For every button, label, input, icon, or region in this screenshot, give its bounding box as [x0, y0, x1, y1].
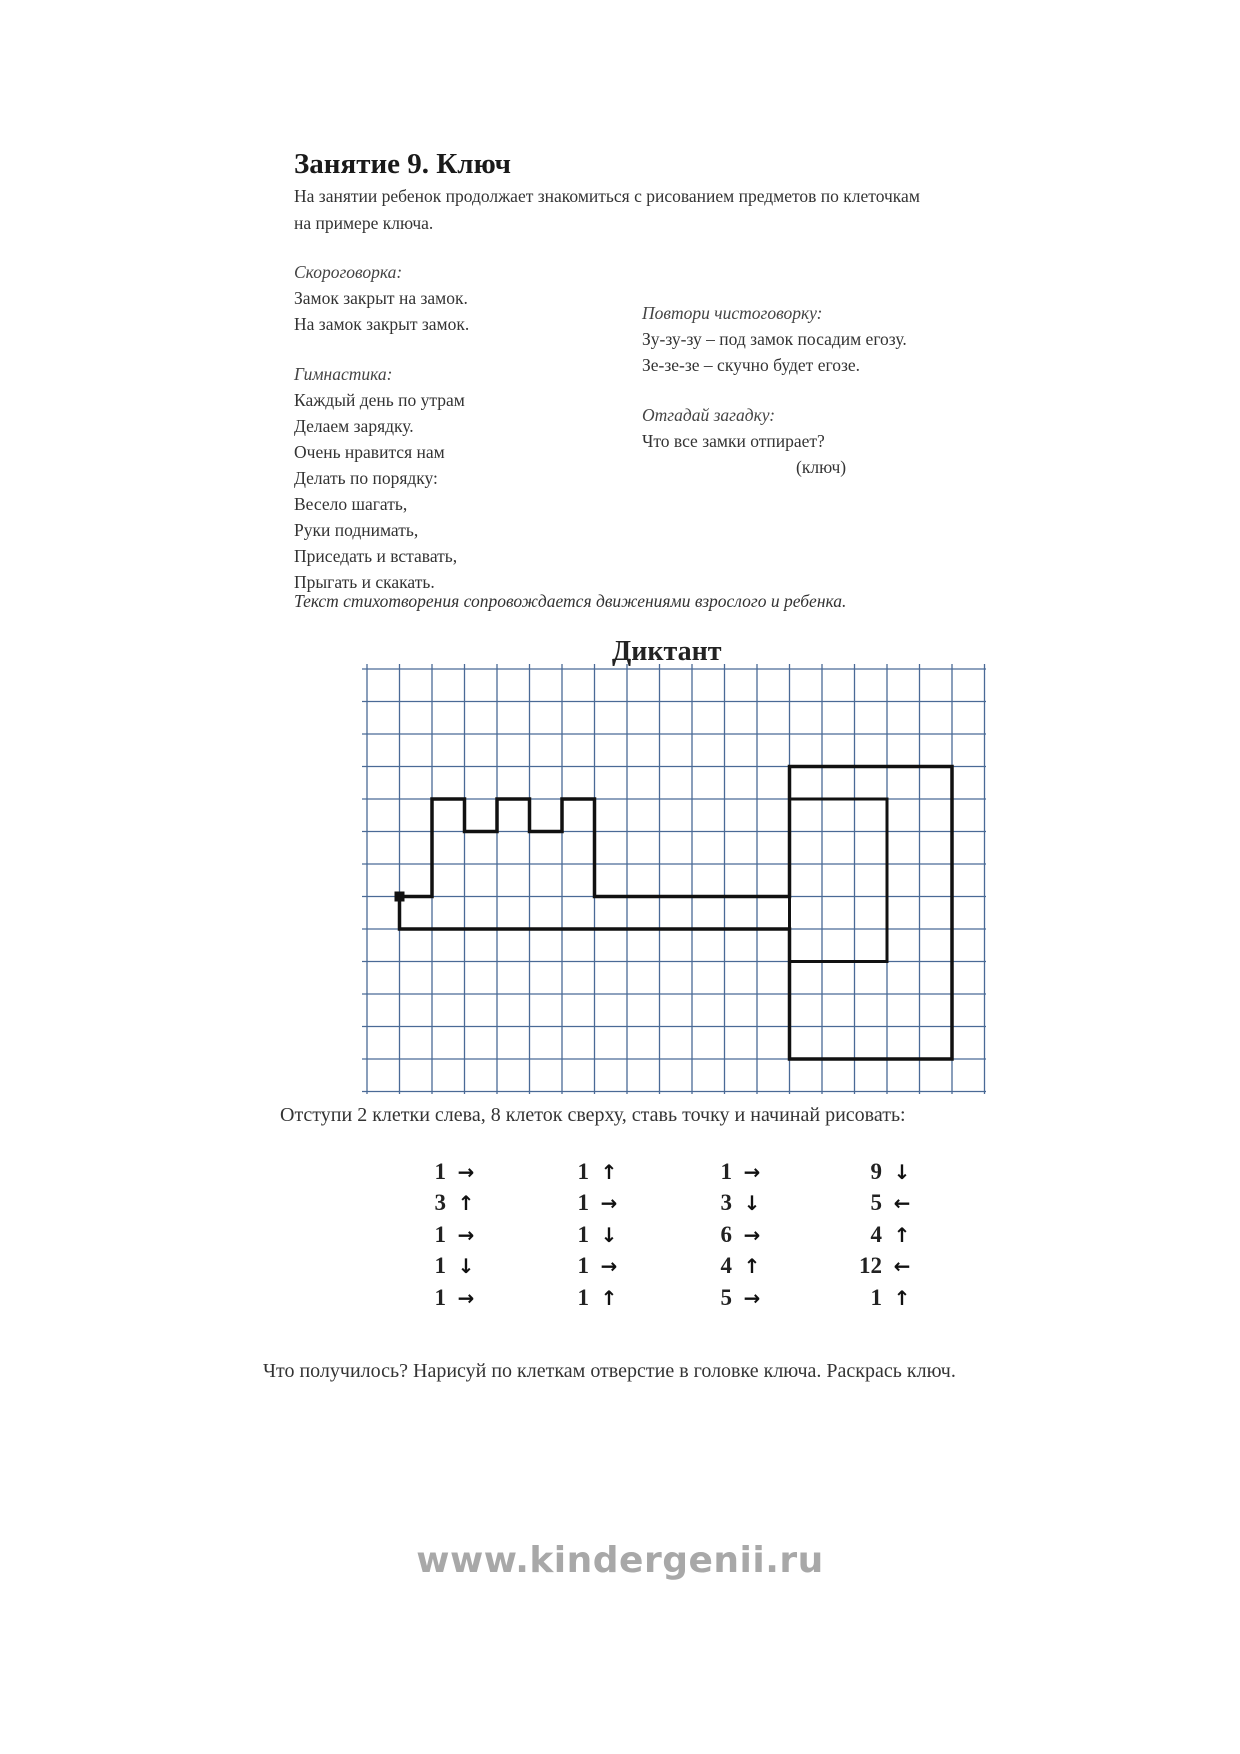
key-hole	[790, 799, 888, 962]
arrow-up-icon: ↑	[457, 1191, 475, 1216]
gymnastics-line: Очень нравится нам	[294, 442, 445, 462]
step-row	[686, 1156, 796, 1188]
step-row	[400, 1156, 510, 1188]
step-row	[543, 1219, 653, 1251]
gymnastics-line: Весело шагать,	[294, 494, 408, 514]
step-count: 1	[577, 1253, 589, 1279]
tongue-twister-heading: Скороговорка:	[294, 262, 403, 282]
step-row	[543, 1282, 653, 1314]
gymnastics-line: Прыгать и скакать.	[294, 572, 435, 592]
arrow-right-icon: →	[600, 1191, 618, 1216]
dictation-steps	[400, 1156, 960, 1326]
arrow-up-icon: ↑	[893, 1222, 911, 1247]
step-column	[400, 1156, 510, 1314]
step-row	[400, 1188, 510, 1220]
arrow-down-icon: ↓	[600, 1222, 618, 1247]
dictation-title: Диктант	[612, 636, 722, 667]
step-row	[836, 1156, 946, 1188]
site-watermark: www.kindergenii.ru	[416, 1540, 824, 1581]
intro-text	[294, 183, 920, 237]
step-row	[686, 1188, 796, 1220]
gymnastics-line: Приседать и вставать,	[294, 546, 458, 566]
pure-speech-line: Зу-зу-зу – под замок посадим егозу.	[642, 329, 907, 349]
step-count: 1	[720, 1158, 732, 1184]
arrow-up-icon: ↑	[893, 1285, 911, 1310]
tongue-twister-line: Замок закрыт на замок.	[294, 288, 468, 308]
arrow-left-icon: ←	[893, 1191, 911, 1216]
step-count: 6	[720, 1221, 732, 1247]
gymnastics-line: Руки поднимать,	[294, 520, 419, 540]
intro-line: на примере ключа.	[294, 213, 434, 233]
step-count: 1	[577, 1221, 589, 1247]
step-row	[836, 1282, 946, 1314]
step-count: 4	[720, 1253, 732, 1279]
arrow-right-icon: →	[743, 1285, 761, 1310]
gymnastics-line: Каждый день по утрам	[294, 390, 465, 410]
gymnastics-heading: Гимнастика:	[294, 364, 393, 384]
step-row	[400, 1282, 510, 1314]
step-row	[836, 1251, 946, 1283]
step-row	[543, 1156, 653, 1188]
step-row	[836, 1188, 946, 1220]
dictation-question: Что получилось? Нарисуй по клеткам отверстие в головке ключа. Раскрась ключ.	[263, 1360, 956, 1382]
arrow-right-icon: →	[743, 1222, 761, 1247]
step-count: 1	[434, 1284, 446, 1310]
step-column	[543, 1156, 653, 1314]
step-count: 5	[870, 1190, 882, 1216]
step-count: 1	[577, 1158, 589, 1184]
arrow-down-icon: ↓	[743, 1191, 761, 1216]
arrow-right-icon: →	[743, 1159, 761, 1184]
step-count: 1	[434, 1253, 446, 1279]
arrow-right-icon: →	[457, 1285, 475, 1310]
step-count: 5	[720, 1284, 732, 1310]
riddle-question: Что все замки отпирает?	[642, 431, 825, 451]
step-row	[836, 1219, 946, 1251]
riddle-heading: Отгадай загадку:	[642, 405, 776, 425]
pure-speech-line: Зе-зе-зе – скучно будет егозе.	[642, 355, 861, 375]
start-dot	[395, 892, 405, 902]
step-count: 4	[870, 1221, 882, 1247]
arrow-down-icon: ↓	[893, 1159, 911, 1184]
step-row	[543, 1188, 653, 1220]
step-row	[686, 1251, 796, 1283]
step-count: 3	[720, 1190, 732, 1216]
arrow-right-icon: →	[457, 1159, 475, 1184]
poem-note: Текст стихотворения сопровождается движениями взрослого и ребенка.	[294, 591, 847, 611]
step-column	[836, 1156, 946, 1314]
riddle-answer: (ключ)	[796, 457, 847, 477]
arrow-down-icon: ↓	[457, 1254, 475, 1279]
page-title: Занятие 9. Ключ	[294, 148, 511, 180]
gymnastics-line: Делаем зарядку.	[294, 416, 414, 436]
step-row	[400, 1219, 510, 1251]
key-outline	[400, 767, 953, 1060]
left-column	[294, 259, 469, 595]
arrow-right-icon: →	[457, 1222, 475, 1247]
step-count: 3	[434, 1190, 446, 1216]
step-row	[543, 1251, 653, 1283]
step-row	[686, 1219, 796, 1251]
dictation-instruction: Отступи 2 клетки слева, 8 клеток сверху, ставь точку и начинай рисовать:	[280, 1104, 906, 1126]
arrow-right-icon: →	[600, 1254, 618, 1279]
step-count: 12	[859, 1253, 882, 1279]
step-count: 1	[434, 1158, 446, 1184]
intro-line: На занятии ребенок продолжает знакомиться с рисованием предметов по клеточкам	[294, 186, 920, 206]
step-row	[686, 1282, 796, 1314]
tongue-twister-line: На замок закрыт замок.	[294, 314, 470, 334]
step-column	[686, 1156, 796, 1314]
key-grid	[362, 664, 986, 1094]
step-row	[400, 1251, 510, 1283]
step-count: 1	[434, 1221, 446, 1247]
arrow-up-icon: ↑	[600, 1285, 618, 1310]
right-column	[642, 300, 907, 480]
arrow-left-icon: ←	[893, 1254, 911, 1279]
step-count: 1	[870, 1284, 882, 1310]
pure-speech-heading: Повтори чистоговорку:	[642, 303, 823, 323]
step-count: 1	[577, 1190, 589, 1216]
gymnastics-line: Делать по порядку:	[294, 468, 438, 488]
arrow-up-icon: ↑	[743, 1254, 761, 1279]
step-count: 1	[577, 1284, 589, 1310]
arrow-up-icon: ↑	[600, 1159, 618, 1184]
step-count: 9	[870, 1158, 882, 1184]
